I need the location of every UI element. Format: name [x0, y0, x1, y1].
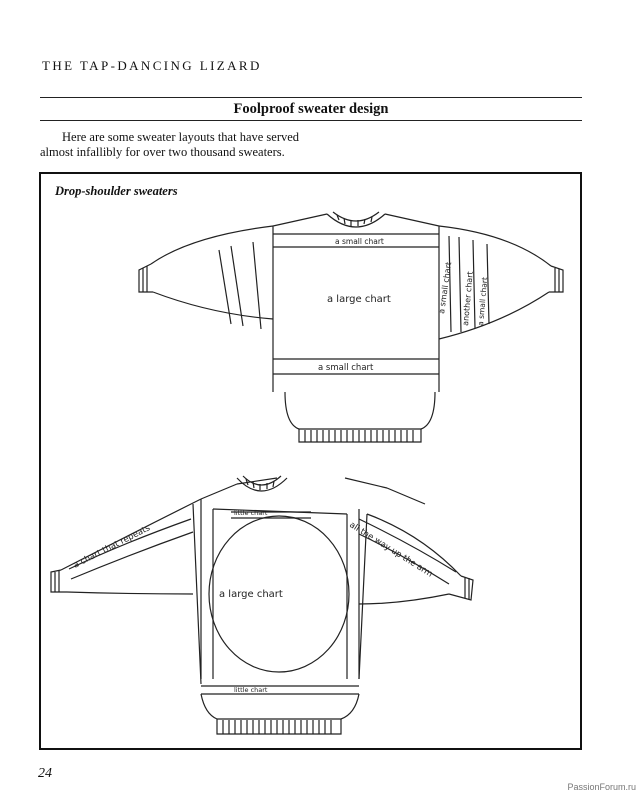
front-sleeve-label-1: a small chart — [437, 261, 454, 315]
sweater-illustration — [41, 174, 580, 748]
title-rule-bottom — [40, 120, 582, 121]
intro-paragraph — [40, 130, 400, 160]
running-head: THE TAP-DANCING LIZARD — [42, 58, 262, 73]
title-rule-top — [40, 97, 582, 98]
page-number: 24 — [38, 766, 52, 781]
front-sleeve-label-3: a small chart — [476, 276, 490, 327]
back-body-label: a large chart — [219, 589, 283, 600]
front-sleeve-label-2: another chart — [461, 270, 475, 327]
intro-line-2: almost infallibly for over two thousand sweaters. — [40, 145, 285, 159]
front-lower-label: a small chart — [318, 363, 374, 373]
front-sweater — [139, 212, 563, 442]
figure-title: Drop-shoulder sweaters — [55, 184, 178, 198]
front-yoke-label: a small chart — [335, 237, 384, 246]
back-right-sleeve-label: all the way up the arm — [347, 520, 435, 580]
watermark: PassionForum.ru — [567, 782, 636, 792]
figure-frame — [39, 172, 582, 750]
back-top-label: little chart — [234, 509, 268, 517]
front-body-label: a large chart — [327, 294, 391, 305]
back-bottom-label: little chart — [234, 686, 268, 694]
section-title: Foolproof sweater design — [233, 101, 389, 117]
intro-line-1: Here are some sweater layouts that have served — [62, 130, 300, 144]
back-left-sleeve-label: a chart that repeats — [71, 523, 152, 571]
